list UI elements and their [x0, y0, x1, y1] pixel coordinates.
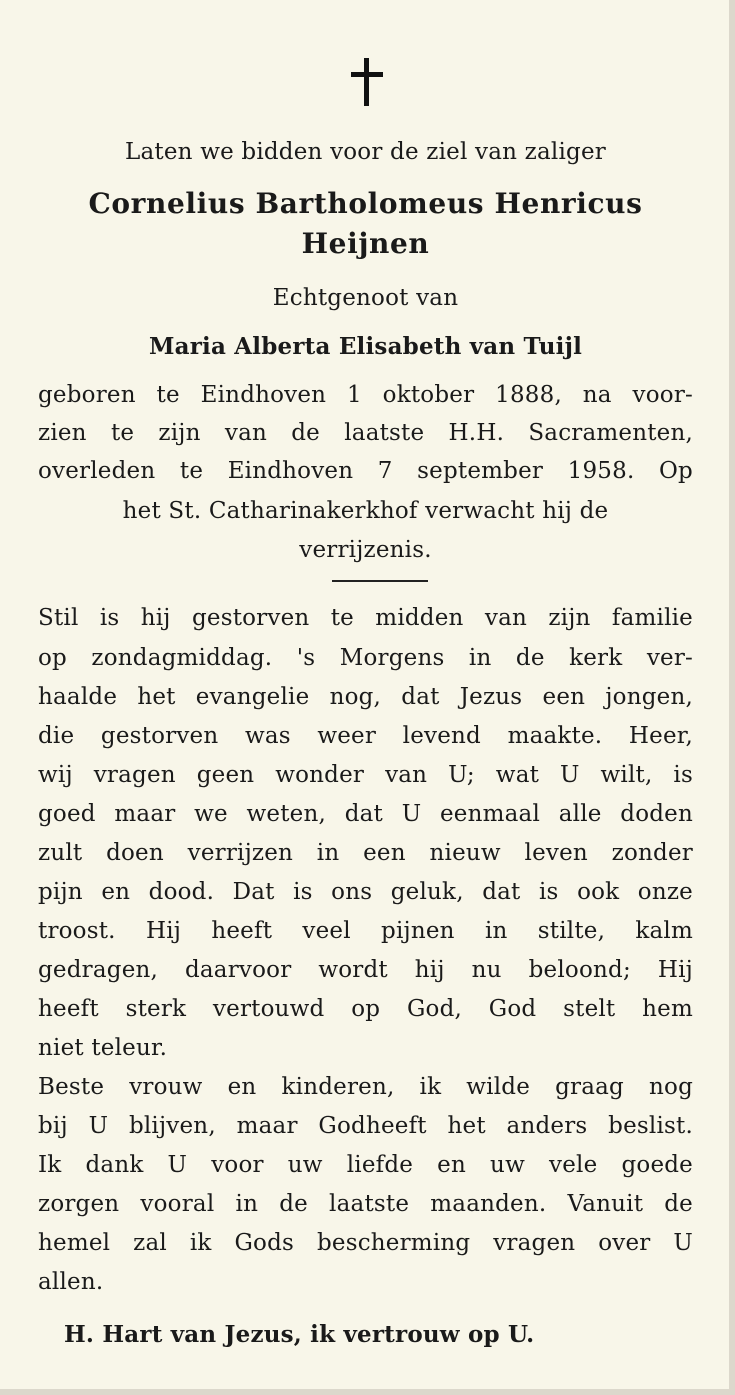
- text-line: goed maar we weten, dat U eenmaal alle doden: [38, 801, 693, 827]
- deceased-name-line1: Cornelius Bartholomeus Henricus: [88, 187, 643, 220]
- text-line: haalde het evangelie nog, dat Jezus een jongen,: [38, 684, 693, 710]
- text-line: hemel zal ik Gods bescherming vragen over U: [38, 1230, 693, 1256]
- divider: [332, 580, 428, 582]
- text-line: heeft sterk vertouwd op God, God stelt hem: [38, 996, 693, 1022]
- text-line: zult doen verrijzen in een nieuw leven zonder: [38, 840, 693, 866]
- text-line: niet teleur.: [38, 1035, 168, 1061]
- bio-line: verrijzenis.: [299, 537, 432, 563]
- spouse-name: Maria Alberta Elisabeth van Tuijl: [148, 333, 583, 360]
- text-line: pijn en dood. Dat is ons geluk, dat is ook onze: [38, 879, 693, 905]
- spouse-label: Echtgenoot van: [272, 285, 459, 311]
- closing-prayer: H. Hart van Jezus, ik vertrouw op U.: [64, 1321, 535, 1348]
- text-line: Ik dank U voor uw liefde en uw vele goede: [38, 1152, 693, 1178]
- text-line: Stil is hij gestorven te midden van zijn familie: [38, 605, 693, 631]
- text-line: allen.: [38, 1269, 104, 1295]
- text-line: wij vragen geen wonder van U; wat U wilt, is: [38, 762, 693, 788]
- deceased-name-line2: Heijnen: [301, 227, 430, 260]
- text-line: bij U blijven, maar Godheeft het anders beslist.: [38, 1113, 693, 1139]
- text-line: op zondagmiddag. 's Morgens in de kerk ver-: [38, 645, 693, 671]
- text-line: troost. Hij heeft veel pijnen in stilte, kalm: [38, 918, 693, 944]
- bio-line: overleden te Eindhoven 7 september 1958. Op: [38, 458, 693, 484]
- intro-line: Laten we bidden voor de ziel van zaliger: [125, 139, 606, 165]
- text-line: gedragen, daarvoor wordt hij nu beloond; Hij: [38, 957, 693, 983]
- text-line: zorgen vooral in de laatste maanden. Vanuit de: [38, 1191, 693, 1217]
- cross-icon: [351, 58, 383, 106]
- bio-line: zien te zijn van de laatste H.H. Sacramenten,: [38, 420, 693, 446]
- text-line: die gestorven was weer levend maakte. Heer,: [38, 723, 693, 749]
- bio-line: geboren te Eindhoven 1 oktober 1888, na voor-: [38, 382, 693, 408]
- bio-line: het St. Catharinakerkhof verwacht hij de: [122, 498, 609, 524]
- text-line: Beste vrouw en kinderen, ik wilde graag nog: [38, 1074, 693, 1100]
